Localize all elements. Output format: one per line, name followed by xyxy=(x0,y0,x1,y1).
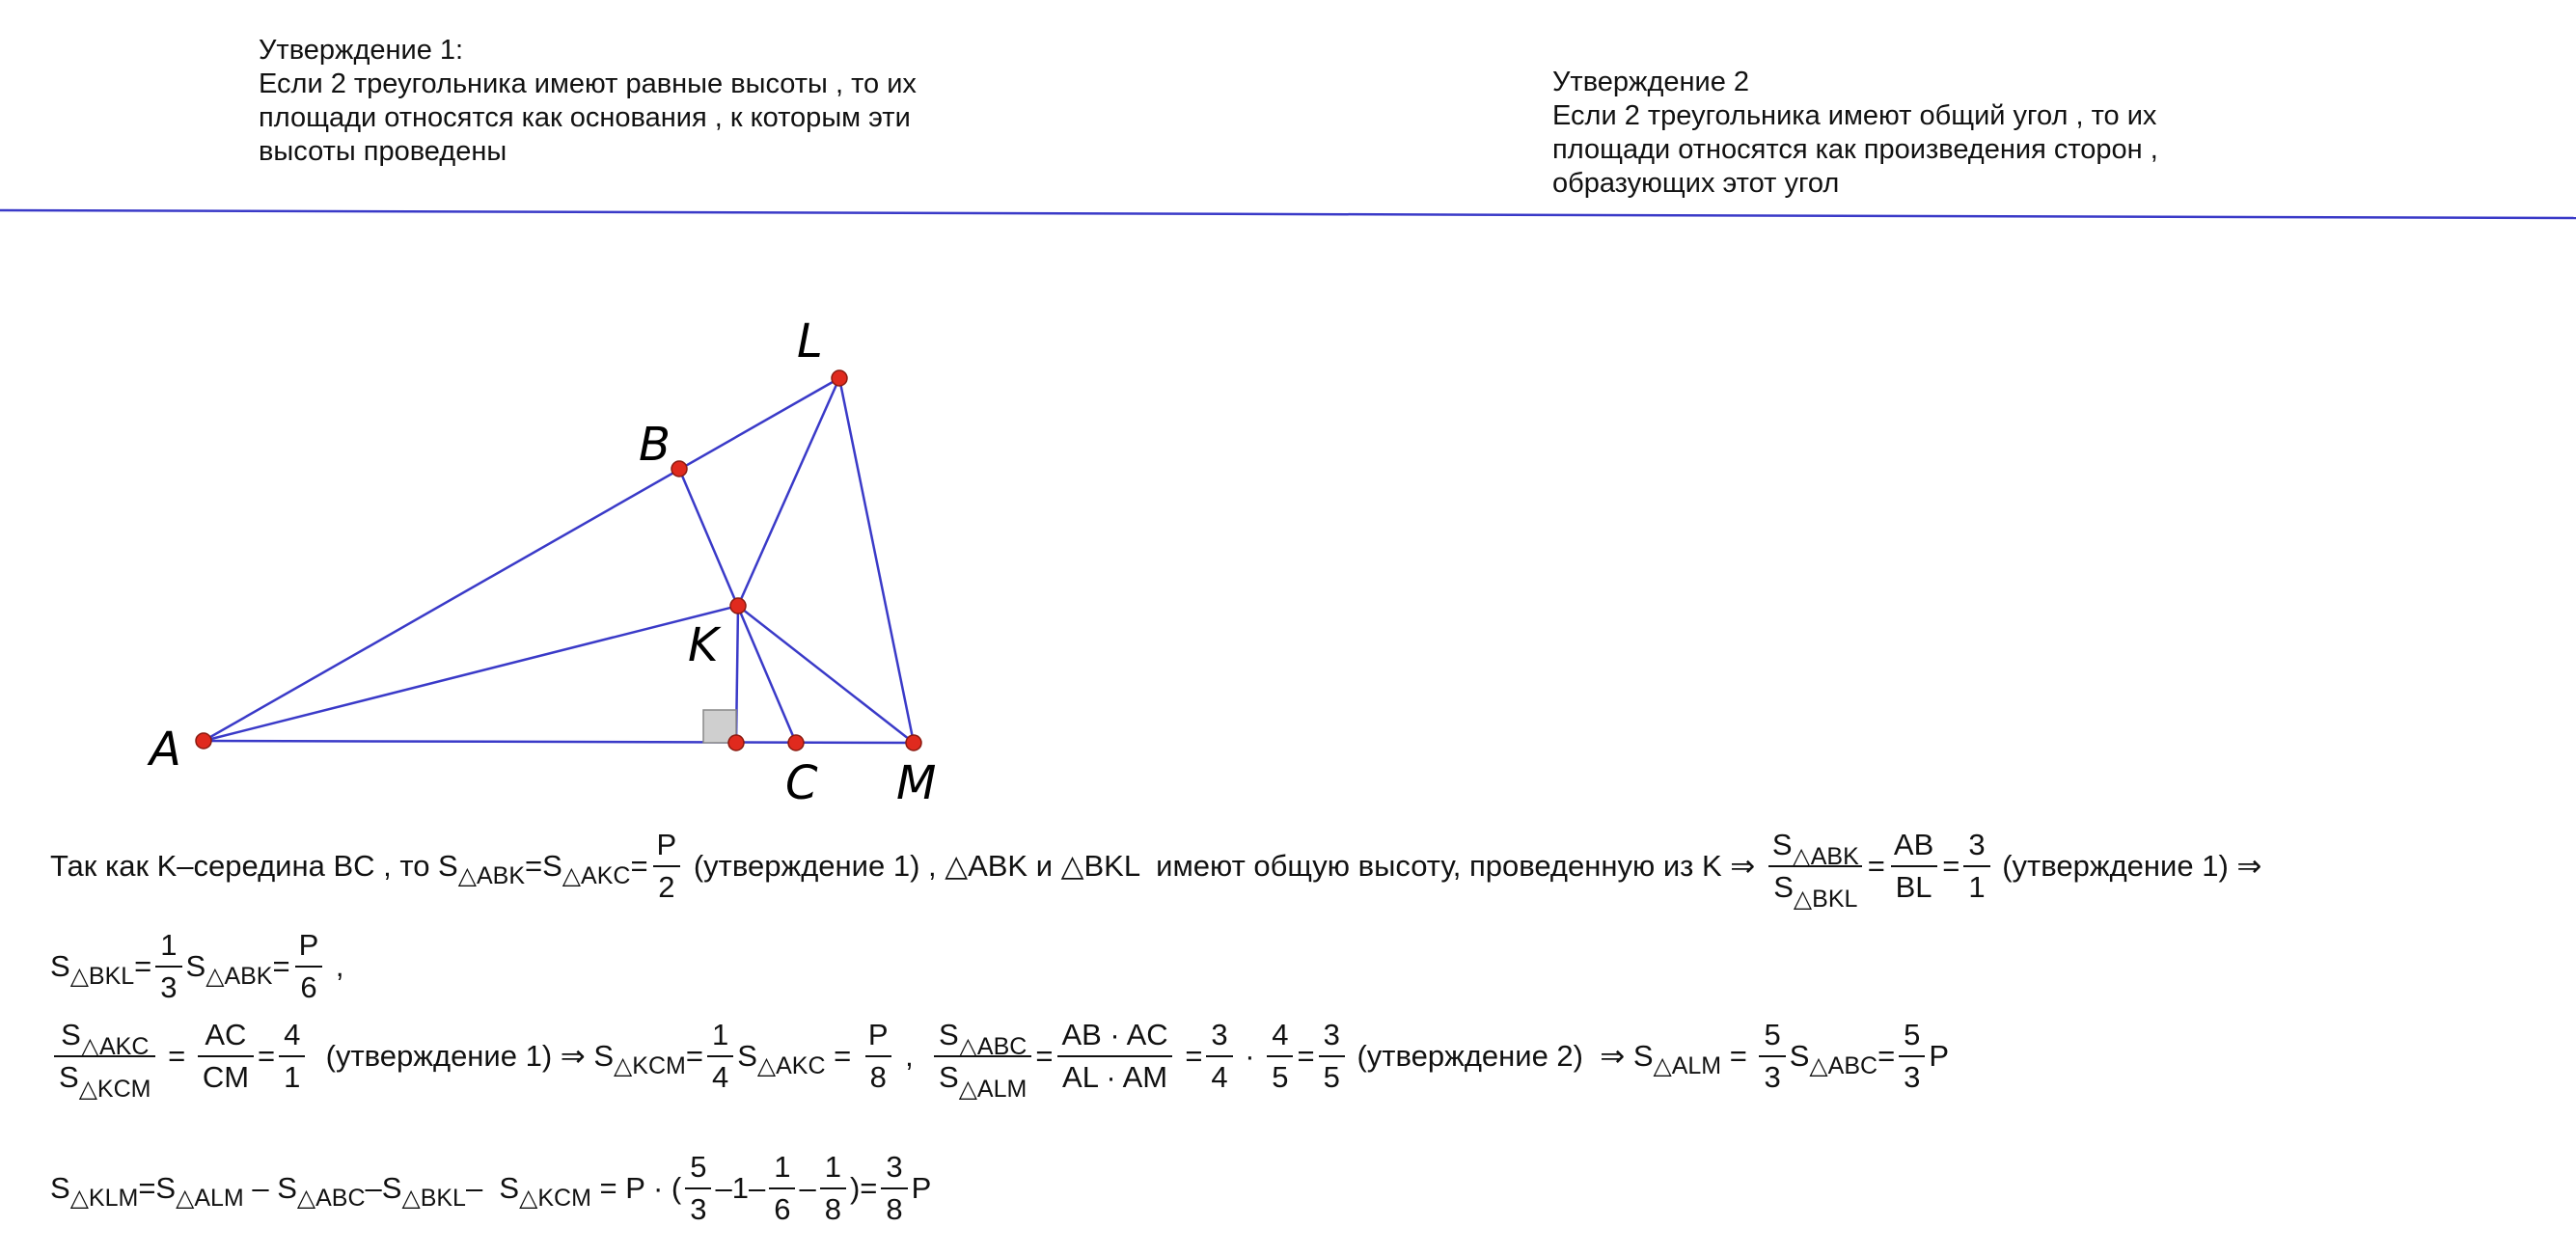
solution-line-2 xyxy=(50,928,344,1004)
fraction: $\frac{S_{\triangle ABC}}{S_{\triangle ALM}}$ xyxy=(934,1018,1031,1094)
text: P xyxy=(911,1170,932,1205)
fraction: $\frac{4}{5}$ xyxy=(1267,1018,1293,1094)
text: (утверждение 1) ⇒ S xyxy=(309,1038,615,1073)
subscript: △KCM xyxy=(519,1184,591,1212)
fraction: $\frac{AC}{CM}$ xyxy=(198,1018,254,1094)
text: S xyxy=(1789,1038,1810,1073)
fraction: $\frac{S_{\triangle AKC}}{S_{\triangle KCM}}$ xyxy=(54,1018,155,1094)
statement-2-line: площади относятся как произведения сторон , xyxy=(1552,134,2158,165)
solution-line-4 xyxy=(50,1150,931,1226)
subscript: △ABK xyxy=(457,861,526,889)
label-B: B xyxy=(639,418,671,472)
fraction: $\frac{P}{6}$ xyxy=(294,928,324,1004)
text: –1– xyxy=(715,1170,766,1205)
text: S xyxy=(50,1170,70,1205)
segment-AK xyxy=(204,606,738,741)
text: = xyxy=(1942,848,1960,883)
text: S xyxy=(50,948,70,983)
text: = xyxy=(685,1038,703,1073)
text: = xyxy=(134,948,152,983)
text: (утверждение 1) , △ABK и △BKL имеют общую высоту, проведенную из K ⇒ xyxy=(685,848,1764,883)
statement-1-title: Утверждение 1: xyxy=(259,35,464,66)
text: = xyxy=(1721,1038,1756,1073)
label-A: A xyxy=(150,723,181,777)
fraction: $\frac{1}{6}$ xyxy=(769,1150,795,1226)
figure-segments xyxy=(204,378,914,743)
point-L xyxy=(832,370,847,386)
fraction: $\frac{S_{\triangle ABK}}{S_{\triangle BKL}}$ xyxy=(1768,828,1864,904)
fraction: $\frac{5}{3}$ xyxy=(1899,1018,1925,1094)
subscript: △KLM xyxy=(69,1184,139,1212)
fraction: $\frac{AB \cdot AC}{AL \cdot AM}$ xyxy=(1056,1018,1172,1094)
text: = xyxy=(1035,1038,1054,1073)
segment-LK xyxy=(738,378,839,606)
text: = xyxy=(825,1038,860,1073)
text: = xyxy=(1877,1038,1896,1073)
segment-KM xyxy=(738,606,914,743)
point-B xyxy=(671,461,687,477)
fraction: $\frac{1}{8}$ xyxy=(820,1150,846,1226)
statement-1-line: площади относятся как основания , к которым эти xyxy=(259,102,911,133)
text: =S xyxy=(138,1170,177,1205)
statement-2-line: Если 2 треугольника имеют общий угол , то их xyxy=(1552,100,2157,131)
subscript: △ABC xyxy=(296,1184,366,1212)
point-A xyxy=(196,733,211,749)
text: · xyxy=(1236,1038,1264,1073)
fraction: $\frac{3}{4}$ xyxy=(1206,1018,1232,1094)
text: )= xyxy=(849,1170,878,1205)
subscript: △BKL xyxy=(401,1184,466,1212)
point-foot xyxy=(728,735,744,750)
solution-line-3 xyxy=(50,1018,1950,1103)
subscript: △ABC xyxy=(1809,1051,1878,1079)
label-L: L xyxy=(797,314,823,368)
text: = P · ( xyxy=(590,1170,682,1205)
text: = xyxy=(272,948,290,983)
text: = xyxy=(1176,1038,1203,1073)
subscript: △ALM xyxy=(1653,1051,1722,1079)
point-K xyxy=(730,598,746,614)
fraction: $\frac{AB}{BL}$ xyxy=(1889,828,1938,904)
fraction: $\frac{4}{1}$ xyxy=(279,1018,305,1094)
solution-line-1 xyxy=(50,828,2262,913)
text: = xyxy=(630,848,648,883)
subscript: △AKC xyxy=(562,861,631,889)
text: – S xyxy=(465,1170,520,1205)
fraction: $\frac{1}{3}$ xyxy=(155,928,181,1004)
fraction: $\frac{P}{8}$ xyxy=(863,1018,893,1094)
text: S xyxy=(737,1038,757,1073)
subscript: △ALM xyxy=(176,1184,244,1212)
text: (утверждение 1) ⇒ xyxy=(1993,848,2262,883)
segment-LM xyxy=(839,378,914,743)
statement-2-title: Утверждение 2 xyxy=(1552,67,1750,97)
text: = xyxy=(1297,1038,1315,1073)
fraction: $\frac{1}{4}$ xyxy=(707,1018,733,1094)
segment-AM xyxy=(204,741,914,743)
text: Так как K–середина BC , то S xyxy=(50,848,458,883)
text: , xyxy=(327,948,344,983)
subscript: △BKL xyxy=(69,962,135,990)
subscript: △AKC xyxy=(756,1051,826,1079)
fraction: $\frac{P}{2}$ xyxy=(652,828,682,904)
fraction: $\frac{5}{3}$ xyxy=(685,1150,711,1226)
text: (утверждение 2) ⇒ S xyxy=(1348,1038,1654,1073)
label-C: C xyxy=(785,756,818,810)
text: – xyxy=(799,1170,816,1205)
text: – S xyxy=(243,1170,297,1205)
fraction: $\frac{3}{1}$ xyxy=(1963,828,1989,904)
point-M xyxy=(906,735,921,750)
fraction: $\frac{5}{3}$ xyxy=(1759,1018,1785,1094)
figure-points xyxy=(196,370,921,750)
label-M: M xyxy=(896,756,937,810)
subscript: △KCM xyxy=(614,1051,686,1079)
text: = xyxy=(258,1038,276,1073)
text: = xyxy=(159,1038,194,1073)
text: =S xyxy=(525,848,562,883)
text: S xyxy=(185,948,206,983)
statement-1-line: высоты проведены xyxy=(259,136,507,167)
fraction: $\frac{3}{8}$ xyxy=(881,1150,907,1226)
text: P xyxy=(1929,1038,1950,1073)
subscript: △ABK xyxy=(206,962,273,990)
segment-AL xyxy=(204,378,839,741)
text: = xyxy=(1867,848,1885,883)
statement-1-line: Если 2 треугольника имеют равные высоты , то их xyxy=(259,68,917,99)
fraction: $\frac{3}{5}$ xyxy=(1319,1018,1345,1094)
text: –S xyxy=(365,1170,402,1205)
label-K: K xyxy=(688,618,719,672)
statement-2-line: образующих этот угол xyxy=(1552,168,1840,199)
text: , xyxy=(896,1038,930,1073)
point-C xyxy=(788,735,804,750)
